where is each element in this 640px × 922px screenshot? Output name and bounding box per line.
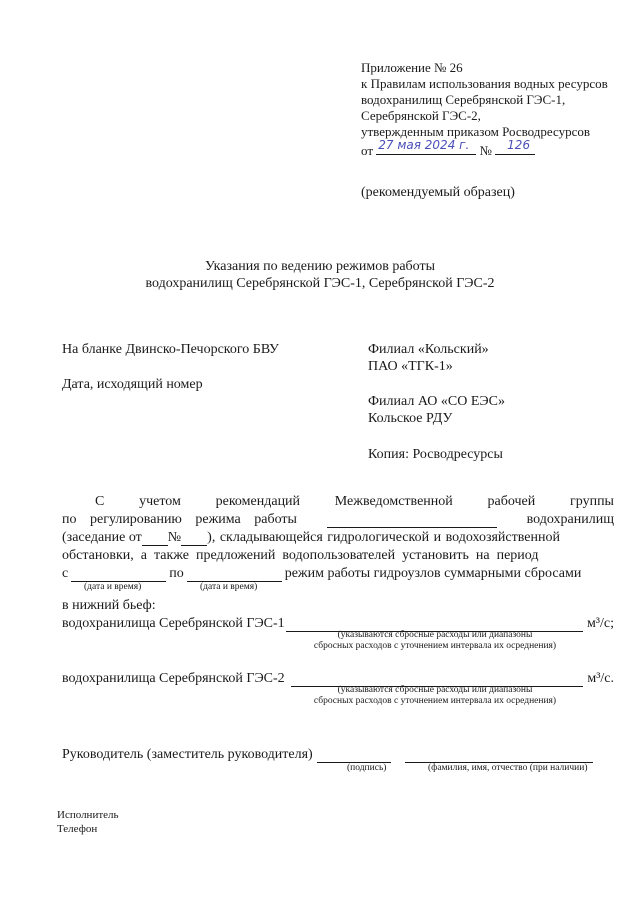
- number-sign: №: [479, 143, 492, 158]
- title-line-1: Указания по ведению режимов работы: [204, 259, 435, 274]
- reservoir-2-unit: м³/с.: [587, 671, 614, 686]
- body-line-4: обстановки, а также предложений водопользователей установить на период: [62, 548, 539, 563]
- reservoir-2-caption-line-1: (указываются сбросные расходы или диапазоны: [337, 685, 533, 695]
- meeting-number-sign: №: [167, 530, 182, 545]
- appendix-header: [361, 60, 608, 159]
- reservoir-2-label: водохранилища Серебрянской ГЭС-2: [62, 671, 285, 686]
- meeting-prefix: (заседание от: [62, 530, 142, 545]
- word: Межведомственной: [334, 494, 453, 509]
- period-from: с: [62, 566, 69, 581]
- word: группы: [570, 494, 614, 509]
- letterhead-note: На бланке Двинско-Печорского БВУ: [62, 342, 279, 357]
- sample-label: (рекомендуемый образец): [361, 185, 515, 200]
- number-line: [495, 140, 535, 155]
- body-line-5: [62, 565, 614, 582]
- date-prefix: от: [361, 143, 374, 158]
- date-number-note: Дата, исходящий номер: [62, 377, 203, 392]
- appendix-number: Приложение № 26: [361, 60, 463, 75]
- recipient-1-line-1: Филиал «Кольский»: [368, 342, 489, 357]
- reservoir-1-unit: м³/с;: [586, 616, 614, 631]
- reservoir-2-caption-line-2: сбросных расходов с уточнением интервала их осреднения): [313, 696, 557, 706]
- reservoir-1-caption-line-2: сбросных расходов с уточнением интервала их осреднения): [313, 641, 557, 651]
- reservoir-1-caption: [270, 630, 600, 652]
- appendix-order-line: утвержденным приказом Росводресурсов: [361, 124, 590, 139]
- word: рабочей: [487, 494, 536, 509]
- body-line-5-rest: режим работы гидроузлов суммарными сбросами: [284, 566, 582, 581]
- blank-signature: [317, 748, 391, 763]
- word: рекомендаций: [215, 494, 301, 509]
- body-line-3-rest: ), складывающейся гидрологической и водохозяйственной: [207, 530, 560, 545]
- body-line-1: [95, 493, 614, 510]
- date-line: [376, 140, 476, 155]
- caption-signature: (подпись): [347, 763, 387, 773]
- caption-full-name: (фамилия, имя, отчество (при наличии): [428, 763, 588, 773]
- period-to: по: [169, 566, 184, 581]
- phone-label: Телефон: [57, 823, 98, 835]
- title-line-2: водохранилищ Серебрянской ГЭС-1, Серебрянской ГЭС-2: [145, 276, 495, 291]
- handwritten-date: 27 мая 2024 г.: [378, 138, 470, 152]
- caption-start-datetime: (дата и время): [84, 582, 142, 592]
- appendix-reservoir-line: водохранилищ Серебрянской ГЭС-1,: [361, 92, 566, 107]
- recipient-2-line-1: Филиал АО «СО ЕЭС»: [368, 394, 505, 409]
- blank-meeting-number: [181, 531, 207, 546]
- executor-label: Исполнитель: [57, 809, 119, 821]
- recipient-1-line-2: ПАО «ТГК-1»: [368, 359, 453, 374]
- body-line-3: [62, 529, 614, 546]
- blank-working-group: [327, 513, 497, 528]
- blank-full-name: [405, 748, 593, 763]
- body-line-2-start: по регулированию режима работы: [62, 512, 297, 527]
- reservoir-1-caption-line-1: (указываются сбросные расходы или диапазоны: [337, 630, 533, 640]
- recipient-2: [368, 393, 505, 427]
- body-line-2: [62, 511, 614, 528]
- recipient-1: [368, 341, 489, 375]
- appendix-hps2-line: Серебрянской ГЭС-2,: [361, 108, 481, 123]
- word: учетом: [139, 494, 181, 509]
- recipient-2-line-2: Кольское РДУ: [368, 411, 453, 426]
- reservoir-2-caption: [270, 685, 600, 707]
- reservoir-1-label: водохранилища Серебрянской ГЭС-1: [62, 616, 285, 631]
- handwritten-number: 126: [507, 138, 531, 152]
- blank-meeting-date: [142, 531, 168, 546]
- blank-period-start: [71, 567, 166, 582]
- body-line-6: в нижний бьеф:: [62, 598, 156, 613]
- appendix-date-line: [361, 140, 608, 159]
- body-line-2-end: водохранилищ: [526, 512, 614, 527]
- word: С: [95, 494, 105, 509]
- caption-end-datetime: (дата и время): [200, 582, 258, 592]
- blank-period-end: [187, 567, 282, 582]
- copy-recipient: Копия: Росводресурсы: [368, 447, 503, 462]
- appendix-rules-line: к Правилам использования водных ресурсов: [361, 76, 608, 91]
- signature-row: [62, 746, 614, 763]
- signatory-role: Руководитель (заместитель руководителя): [62, 747, 313, 762]
- page-title: [0, 258, 640, 292]
